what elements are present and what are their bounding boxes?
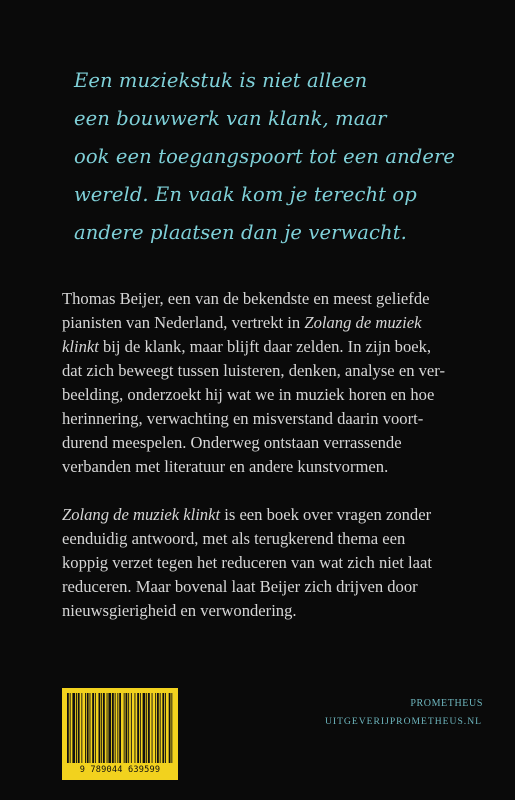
blurb-line: Thomas Beijer, een van de bekendste en meest geliefde [62, 289, 430, 308]
blurb-line: verbanden met literatuur en andere kunstvormen. [62, 457, 389, 476]
blurb-text: bij de klank, maar blijft daar zelden. In zijn boek, [98, 337, 432, 356]
isbn-number: 9 789044 639599 [79, 765, 161, 775]
barcode-bar [101, 693, 102, 763]
barcode-bar [107, 693, 108, 763]
barcode-bar [115, 693, 116, 763]
blurb-line: eenduidig antwoord, met als terugkerend thema een [62, 529, 406, 548]
blurb-paragraph-1 [62, 287, 482, 479]
barcode-bar [124, 693, 125, 763]
blurb-text: is een boek over vragen zonder [220, 505, 432, 524]
barcode-bar [148, 693, 150, 763]
barcode-bar [128, 693, 129, 763]
barcode-bar [99, 693, 101, 763]
isbn-barcode [62, 688, 178, 780]
barcode-bar [119, 693, 121, 763]
barcode-bar [108, 693, 111, 763]
publisher-logo: PROMETHEUS [410, 698, 483, 709]
quote-line: wereld. En vaak kom je terecht op [74, 183, 417, 206]
barcode-bar [162, 693, 164, 763]
barcode-bar [81, 693, 82, 763]
barcode-bar [126, 693, 128, 763]
quote-line: andere plaatsen dan je verwacht. [74, 221, 407, 244]
publisher-website: UITGEVERIJPROMETHEUS.NL [324, 716, 482, 727]
barcode-bar [76, 693, 77, 763]
quote-line: een bouwwerk van klank, maar [74, 107, 387, 130]
barcode-bar [169, 693, 171, 763]
pull-quote [74, 62, 494, 252]
blurb-line [62, 335, 482, 359]
barcode-bar [103, 693, 105, 763]
blurb-line: beelding, onderzoekt hij wat we in muziek horen en hoe [62, 385, 435, 404]
barcode-bar [72, 693, 75, 763]
book-title: Zolang de muziek [304, 313, 422, 332]
barcode-bar [87, 693, 89, 763]
barcode-bar [140, 693, 141, 763]
barcode-bar [90, 693, 91, 763]
blurb-line [62, 311, 482, 335]
blurb-paragraph-2 [62, 503, 482, 623]
barcode-bar [146, 693, 147, 763]
blurb-line: reduceren. Maar bovenal laat Beijer zich drijven door [62, 577, 418, 596]
barcode-bar [171, 693, 172, 763]
blurb-line: koppig verzet tegen het reduceren van wat zich niet laat [62, 553, 432, 572]
barcode-bar [95, 693, 96, 763]
blurb-line: nieuwsgierigheid en verwondering. [62, 601, 297, 620]
barcode-bar [165, 693, 166, 763]
barcode-bar [67, 693, 69, 763]
barcode-bar [160, 693, 161, 763]
barcode-bar [85, 693, 86, 763]
barcode-bar [135, 693, 136, 763]
book-title: Zolang de muziek klinkt [62, 505, 221, 524]
barcode-bar [152, 693, 153, 763]
blurb-line [62, 503, 482, 527]
barcode-bar [78, 693, 80, 763]
blurb-line: herinnering, verwachting en misverstand daarin voort- [62, 409, 424, 428]
barcode-bars [67, 693, 173, 763]
barcode-bar [117, 693, 118, 763]
book-title: klinkt [62, 337, 99, 356]
barcode-bar [157, 693, 159, 763]
blurb-text: pianisten van Nederland, vertrekt in [62, 313, 305, 332]
blurb-line: dat zich beweegt tussen luisteren, denken, analyse en ver- [62, 361, 446, 380]
barcode-bar [137, 693, 139, 763]
barcode-bar [92, 693, 94, 763]
quote-line: ook een toegangspoort tot een andere [74, 145, 456, 168]
barcode-bar [143, 693, 146, 763]
barcode-bar [112, 693, 114, 763]
quote-line: Een muziekstuk is niet alleen [74, 69, 368, 92]
barcode-bar [70, 693, 71, 763]
barcode-bar [131, 693, 132, 763]
blurb-line: durend meespelen. Onderweg ontstaan verrassende [62, 433, 402, 452]
barcode-bar [155, 693, 156, 763]
